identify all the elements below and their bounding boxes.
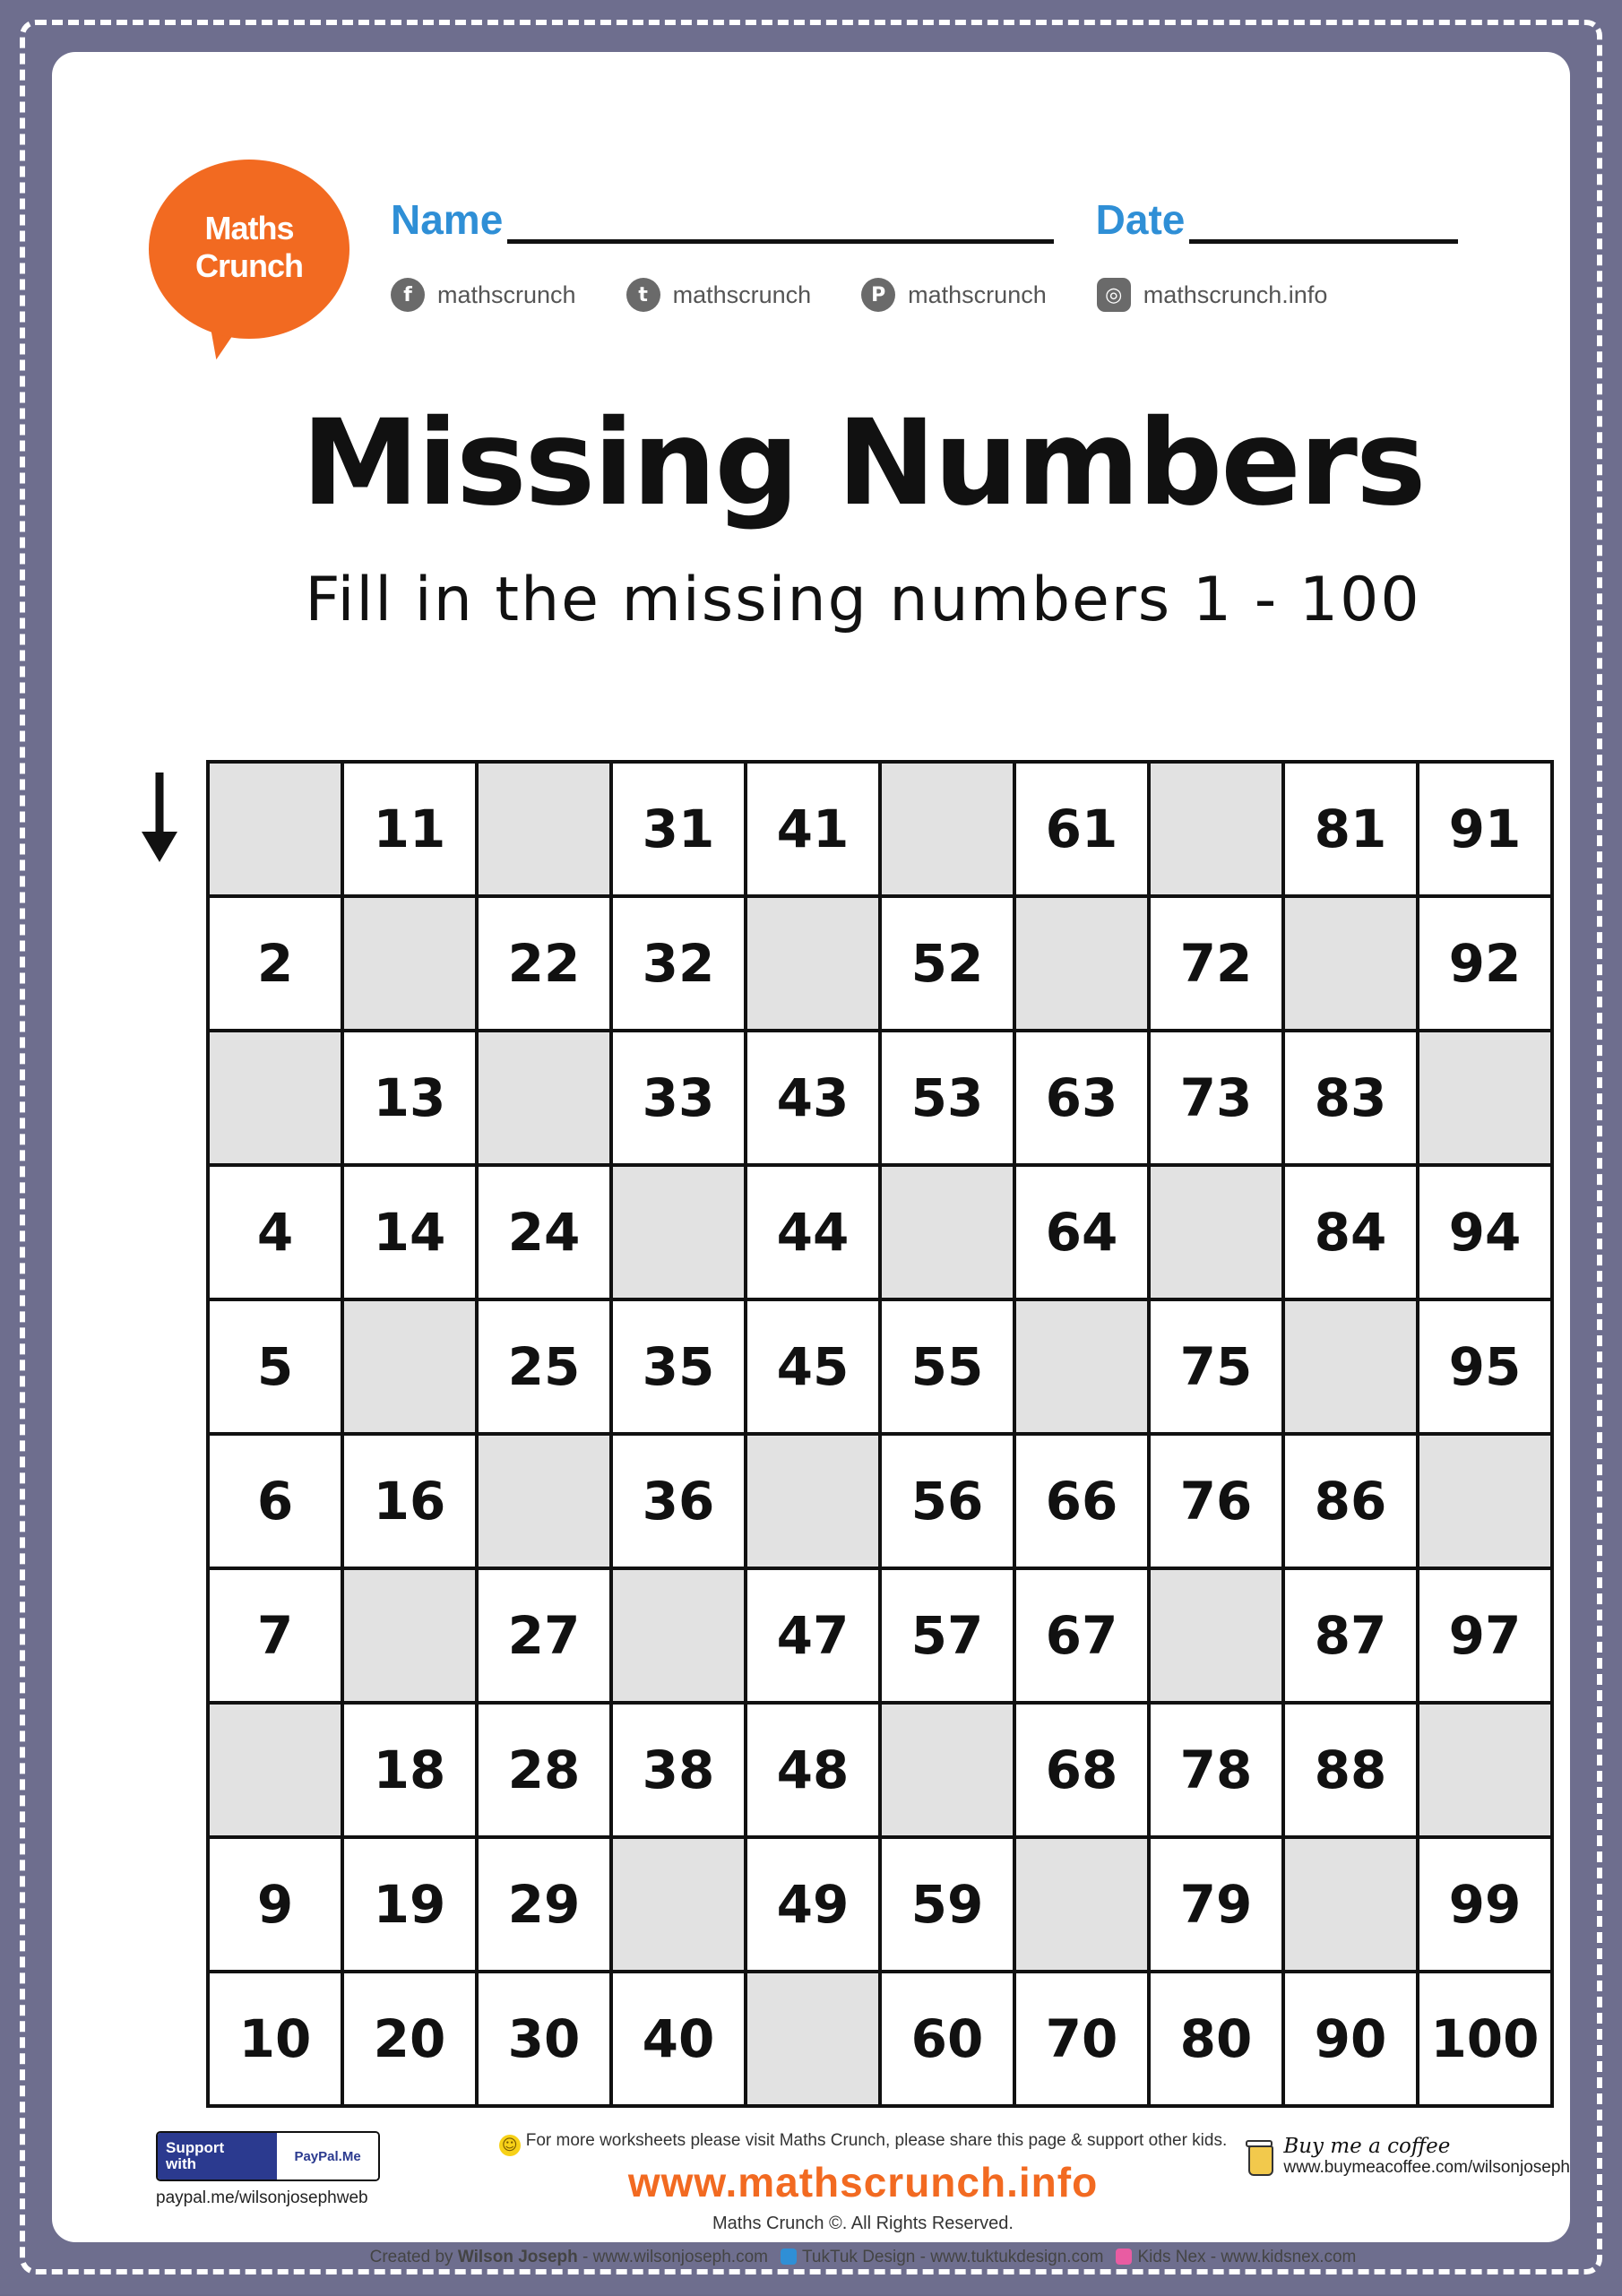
grid-row: [208, 1434, 1552, 1568]
grid-cell-number: 47: [746, 1568, 880, 1703]
grid-cell-number: 6: [208, 1434, 342, 1568]
credits-author-url: - www.wilsonjoseph.com: [577, 2248, 768, 2266]
buy-me-a-coffee-block[interactable]: [1229, 2135, 1570, 2178]
grid-cell-blank[interactable]: [342, 1568, 477, 1703]
grid-cell-number: 45: [746, 1299, 880, 1434]
grid-row: [208, 1299, 1552, 1434]
footer-credits: [104, 2248, 1622, 2267]
grid-cell-number: 35: [611, 1299, 746, 1434]
grid-cell-number: 91: [1418, 762, 1552, 896]
grid-cell-blank[interactable]: [477, 762, 611, 896]
grid-cell-number: 27: [477, 1568, 611, 1703]
grid-cell-number: 64: [1014, 1165, 1149, 1299]
grid-cell-number: 52: [880, 896, 1014, 1031]
grid-cell-number: 7: [208, 1568, 342, 1703]
grid-cell-number: 60: [880, 1972, 1014, 2106]
down-arrow-icon: [134, 769, 185, 867]
paypal-brand: PayPal.Me: [277, 2133, 378, 2179]
grid-cell-number: 78: [1149, 1703, 1283, 1837]
coffee-url[interactable]: www.buymeacoffee.com/wilsonjoseph: [1283, 2158, 1570, 2177]
grid-cell-blank[interactable]: [1283, 1837, 1418, 1972]
grid-cell-number: 72: [1149, 896, 1283, 1031]
grid-cell-number: 2: [208, 896, 342, 1031]
grid-cell-blank[interactable]: [1418, 1703, 1552, 1837]
name-input-line[interactable]: [507, 200, 1054, 244]
missing-numbers-grid[interactable]: [206, 760, 1554, 2108]
grid-cell-number: 25: [477, 1299, 611, 1434]
grid-cell-blank[interactable]: [208, 1031, 342, 1165]
grid-cell-number: 92: [1418, 896, 1552, 1031]
grid-cell-number: 19: [342, 1837, 477, 1972]
social-pinterest[interactable]: [861, 278, 1047, 312]
grid-cell-number: 84: [1283, 1165, 1418, 1299]
grid-cell-number: 41: [746, 762, 880, 896]
grid-cell-blank[interactable]: [611, 1165, 746, 1299]
grid-cell-blank[interactable]: [208, 1703, 342, 1837]
grid-cell-blank[interactable]: [1283, 1299, 1418, 1434]
page-subtitle: Fill in the missing numbers 1 - 100: [305, 565, 1421, 635]
coffee-title: Buy me a coffee: [1283, 2135, 1451, 2158]
grid-cell-number: 68: [1014, 1703, 1149, 1837]
grid-cell-number: 63: [1014, 1031, 1149, 1165]
grid-cell-blank[interactable]: [880, 762, 1014, 896]
grid-cell-blank[interactable]: [746, 1972, 880, 2106]
credits-partner-2[interactable]: Kids Nex - www.kidsnex.com: [1137, 2248, 1357, 2266]
grid-row: [208, 762, 1552, 896]
grid-cell-number: 100: [1418, 1972, 1552, 2106]
grid-cell-blank[interactable]: [1149, 762, 1283, 896]
grid-cell-blank[interactable]: [611, 1837, 746, 1972]
paypal-button[interactable]: [156, 2131, 380, 2181]
grid-cell-blank[interactable]: [342, 1299, 477, 1434]
social-twitter[interactable]: [626, 278, 812, 312]
grid-cell-blank[interactable]: [1149, 1568, 1283, 1703]
name-label: Name: [391, 196, 504, 243]
grid-cell-number: 53: [880, 1031, 1014, 1165]
grid-cell-blank[interactable]: [477, 1434, 611, 1568]
social-instagram[interactable]: [1097, 278, 1328, 312]
grid-cell-number: 66: [1014, 1434, 1149, 1568]
grid-cell-blank[interactable]: [1014, 1837, 1149, 1972]
grid-cell-number: 97: [1418, 1568, 1552, 1703]
grid-cell-blank[interactable]: [1418, 1434, 1552, 1568]
pinterest-icon: P: [861, 278, 895, 312]
grid-cell-number: 88: [1283, 1703, 1418, 1837]
grid-cell-number: 75: [1149, 1299, 1283, 1434]
facebook-icon: f: [391, 278, 425, 312]
grid-cell-number: 14: [342, 1165, 477, 1299]
grid-cell-number: 43: [746, 1031, 880, 1165]
footer: [104, 2131, 1622, 2296]
grid-cell-number: 30: [477, 1972, 611, 2106]
grid-cell-number: 16: [342, 1434, 477, 1568]
grid-cell-blank[interactable]: [611, 1568, 746, 1703]
grid-cell-number: 86: [1283, 1434, 1418, 1568]
grid-cell-number: 9: [208, 1837, 342, 1972]
grid-cell-blank[interactable]: [1014, 1299, 1149, 1434]
grid-row: [208, 1972, 1552, 2106]
instagram-icon: ◎: [1097, 278, 1131, 312]
date-label: Date: [1095, 196, 1186, 243]
paypal-label-line2: with: [166, 2155, 196, 2172]
grid-cell-number: 81: [1283, 762, 1418, 896]
grid-cell-number: 22: [477, 896, 611, 1031]
grid-cell-blank[interactable]: [746, 1434, 880, 1568]
grid-cell-number: 29: [477, 1837, 611, 1972]
maths-crunch-logo: [149, 160, 349, 360]
tuktuk-logo-icon: [781, 2249, 797, 2265]
smiley-icon: ☺: [499, 2135, 521, 2156]
grid-cell-number: 32: [611, 896, 746, 1031]
grid-cell-number: 80: [1149, 1972, 1283, 2106]
grid-cell-number: 87: [1283, 1568, 1418, 1703]
grid-cell-number: 94: [1418, 1165, 1552, 1299]
grid-cell-number: 57: [880, 1568, 1014, 1703]
grid-row: [208, 1837, 1552, 1972]
grid-cell-number: 28: [477, 1703, 611, 1837]
paypal-support-block[interactable]: [156, 2131, 380, 2208]
footer-note-text: For more worksheets please visit Maths Crunch, please share this page & support other kids.: [525, 2131, 1228, 2150]
grid-cell-blank[interactable]: [1418, 1031, 1552, 1165]
social-facebook-handle: mathscrunch: [437, 281, 576, 308]
grid-cell-number: 4: [208, 1165, 342, 1299]
grid-cell-number: 95: [1418, 1299, 1552, 1434]
footer-rights: Maths Crunch ©. All Rights Reserved.: [712, 2214, 1014, 2233]
grid-cell-number: 99: [1418, 1837, 1552, 1972]
paypal-button-label: [158, 2133, 277, 2179]
page-title: Missing Numbers: [301, 394, 1425, 532]
grid-cell-number: 55: [880, 1299, 1014, 1434]
grid-cell-number: 83: [1283, 1031, 1418, 1165]
grid-cell-number: 13: [342, 1031, 477, 1165]
worksheet-sheet: [52, 52, 1570, 2266]
grid-cell-number: 10: [208, 1972, 342, 2106]
credits-prefix: Created by: [369, 2248, 458, 2266]
grid-row: [208, 1031, 1552, 1165]
social-pinterest-handle: mathscrunch: [908, 281, 1047, 308]
social-facebook[interactable]: [391, 278, 576, 312]
grid-cell-number: 24: [477, 1165, 611, 1299]
grid-cell-number: 90: [1283, 1972, 1418, 2106]
coffee-cup-icon: [1246, 2138, 1273, 2174]
grid-cell-number: 11: [342, 762, 477, 896]
social-links: [391, 274, 1556, 315]
paypal-handle[interactable]: paypal.me/wilsonjosephweb: [156, 2188, 368, 2207]
twitter-icon: t: [626, 278, 660, 312]
logo-line-1: Maths: [204, 210, 294, 246]
grid-cell-number: 36: [611, 1434, 746, 1568]
social-twitter-handle: mathscrunch: [672, 281, 812, 308]
grid-cell-number: 20: [342, 1972, 477, 2106]
grid-cell-blank[interactable]: [880, 1165, 1014, 1299]
grid-cell-number: 40: [611, 1972, 746, 2106]
grid-cell-number: 70: [1014, 1972, 1149, 2106]
grid-cell-number: 5: [208, 1299, 342, 1434]
name-date-row: [391, 195, 1556, 249]
grid-cell-blank[interactable]: [880, 1703, 1014, 1837]
grid-cell-blank[interactable]: [1014, 896, 1149, 1031]
grid-cell-number: 76: [1149, 1434, 1283, 1568]
grid-cell-number: 49: [746, 1837, 880, 1972]
social-instagram-handle: mathscrunch.info: [1143, 281, 1328, 308]
grid-row: [208, 1703, 1552, 1837]
grid-cell-number: 31: [611, 762, 746, 896]
credits-partner-1[interactable]: TukTuk Design - www.tuktukdesign.com: [801, 2248, 1104, 2266]
grid-cell-blank[interactable]: [1283, 896, 1418, 1031]
grid-cell-number: 33: [611, 1031, 746, 1165]
grid-cell-number: 79: [1149, 1837, 1283, 1972]
grid-cell-blank[interactable]: [746, 896, 880, 1031]
footer-website-link[interactable]: www.mathscrunch.info: [627, 2159, 1099, 2205]
grid-cell-blank[interactable]: [342, 896, 477, 1031]
grid-cell-number: 59: [880, 1837, 1014, 1972]
grid-row: [208, 1568, 1552, 1703]
logo-line-2: Crunch: [195, 247, 303, 284]
grid-cell-blank[interactable]: [1149, 1165, 1283, 1299]
grid-cell-number: 56: [880, 1434, 1014, 1568]
kidsnex-logo-icon: [1116, 2249, 1132, 2265]
grid-cell-number: 18: [342, 1703, 477, 1837]
credits-author: Wilson Joseph: [457, 2248, 578, 2266]
grid-cell-number: 38: [611, 1703, 746, 1837]
grid-cell-blank[interactable]: [477, 1031, 611, 1165]
date-input-line[interactable]: [1189, 200, 1458, 244]
grid-cell-number: 61: [1014, 762, 1149, 896]
grid-cell-number: 73: [1149, 1031, 1283, 1165]
logo-text: [149, 210, 349, 285]
grid-cell-number: 44: [746, 1165, 880, 1299]
grid-row: [208, 896, 1552, 1031]
paypal-label-line1: Support: [166, 2139, 225, 2156]
grid-cell-blank[interactable]: [208, 762, 342, 896]
grid-cell-number: 67: [1014, 1568, 1149, 1703]
grid-cell-number: 48: [746, 1703, 880, 1837]
grid-row: [208, 1165, 1552, 1299]
